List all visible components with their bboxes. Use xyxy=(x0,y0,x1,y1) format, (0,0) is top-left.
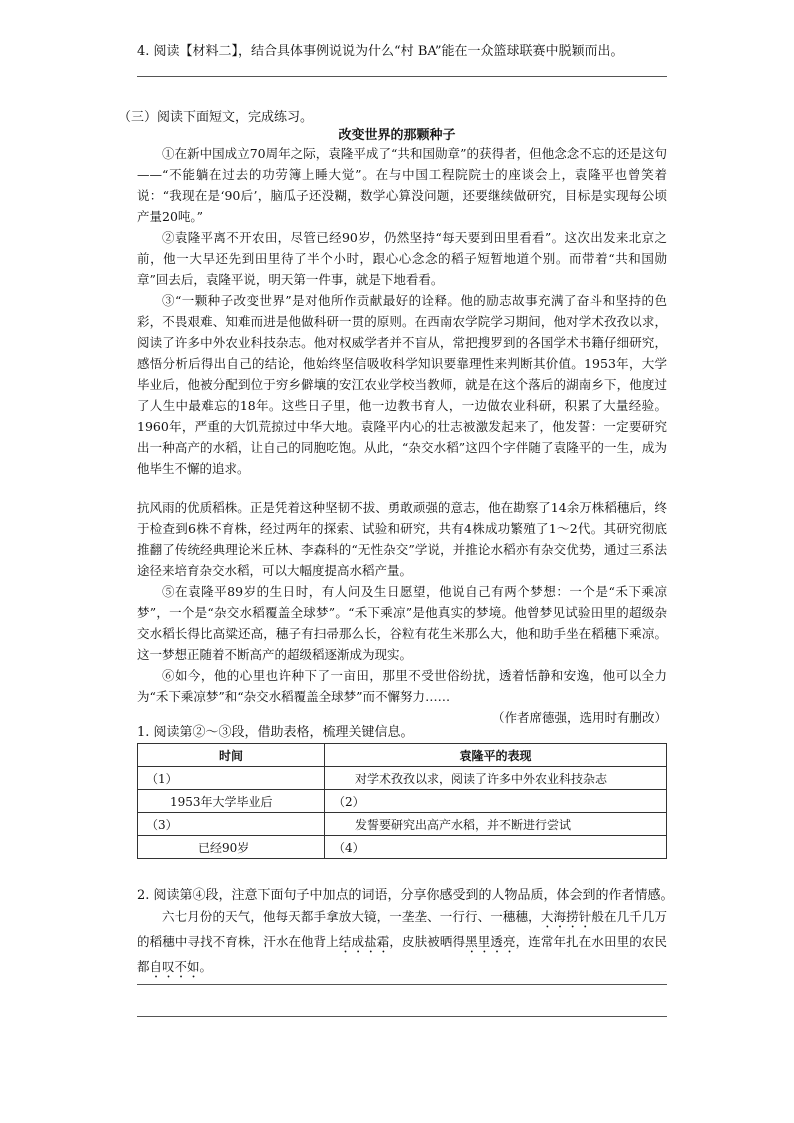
table-cell: 1953年大学毕业后 xyxy=(138,790,325,813)
paragraph-2: ②袁隆平离不开农田，尽管已经90岁，仍然坚持“每天要到田里看看”。这次出发来北京之前，他一大早还先到田里待了半个小时，跟心心念念的稻子短暂地道个别。而带着“共和国勋章”回去后，袁隆平说，明天第一件事，就是下地看看。 xyxy=(137,230,667,287)
paragraph-1: ①在新中国成立70周年之际，袁隆平成了“共和国勋章”的获得者，但他念念不忘的还是这句——“不能躺在过去的功劳簿上睡大觉”。在与中国工程院院士的座谈会上，袁隆平也曾笑着说：“我现在是‘90后’，脑瓜子还没糊，数学心算没问题，还要继续做研究，目标是实现每公顷产量20吨。” xyxy=(137,146,667,224)
answer-line-q2-2 xyxy=(137,1016,667,1017)
table-header-time: 时间 xyxy=(138,744,325,767)
info-table xyxy=(137,743,667,859)
question-1-prompt: 1. 阅读第②～③段，借助表格，梳理关键信息。 xyxy=(137,725,414,740)
paragraph-5: ⑤在袁隆平89岁的生日时，有人问及生日愿望，他说自己有两个梦想：一个是“禾下乘凉梦”，一个是“杂交水稻覆盖全球梦”。“禾下乘凉”是他真实的梦境。他曾梦见试验田里的超级杂交水稻长得比高粱还高，穗子有扫帚那么长，谷粒有花生米那么大，他和助手坐在稻穗下乘凉。这一梦想正随着不断高产的超级稻逐渐成为现实。 xyxy=(137,584,667,662)
dotted-word: 自叹不如 xyxy=(149,959,200,974)
quote-part: ，连常年扎在水田里的农民都 xyxy=(137,934,667,974)
question-2-quote xyxy=(137,906,667,981)
table-header-performance: 袁隆平的表现 xyxy=(325,744,667,767)
article-title: 改变世界的那颗种子 xyxy=(338,128,456,143)
quote-text xyxy=(137,906,667,981)
article-body-top xyxy=(137,143,667,479)
table-row xyxy=(138,836,667,859)
table-row xyxy=(138,790,667,813)
table-cell: （1） xyxy=(138,767,325,790)
dotted-word: 大海捞针 xyxy=(540,909,592,924)
answer-line-q4 xyxy=(137,76,667,77)
table-cell: 对学术孜孜以求，阅读了许多中外农业科技杂志 xyxy=(325,767,667,790)
dotted-word: 黑里透亮 xyxy=(465,934,516,949)
table-cell: 已经90岁 xyxy=(138,836,325,859)
article-body-bottom xyxy=(137,497,667,728)
section-heading: （三）阅读下面短文，完成练习。 xyxy=(118,110,314,125)
paragraph-4-continued: 抗风雨的优质稻株。正是凭着这种坚韧不拔、勇敢顽强的意志，他在勘察了14余万株稻穗后，终于检查到6株不育株，经过两年的探索、试验和研究，共有4株成功繁殖了1～2代。其研究彻底推翻了传统经典理论米丘林、李森科的“无性杂交”学说，并推论水稻亦有杂交优势，通过三系法途径来培育杂交水稻，可以大幅度提高水稻产量。 xyxy=(137,500,667,578)
source-note: （作者席德强，选用时有删改） xyxy=(491,710,667,725)
question-2-prompt: 2. 阅读第④段，注意下面句子中加点的词语，分享你感受到的人物品质，体会到的作者情感。 xyxy=(137,888,674,903)
dotted-word: 结成盐霜 xyxy=(338,934,390,949)
table-cell: （2） xyxy=(325,790,667,813)
table-cell: 发誓要研究出高产水稻，并不断进行尝试 xyxy=(325,813,667,836)
paragraph-3: ③“一颗种子改变世界”是对他所作贡献最好的诠释。他的励志故事充满了奋斗和坚持的色彩，不畏艰难、知难而进是他做科研一贯的原则。在西南农学院学习期间，他对学术孜孜以求，阅读了许多中外农业科技杂志。他对权威学者并不盲从，常把搜罗到的各国学术书籍仔细研究，感悟分析后得出自己的结论，他始终坚信吸收科学知识要靠理性来判断其价值。1953年，大学毕业后，他被分配到位于穷乡僻壤的安江农业学校当教师，就是在这个落后的湖南乡下，他度过了人生中最难忘的18年。这些日子里，他一边教书育人，一边做农业科研，积累了大量经验。1960年，严重的大饥荒掠过中华大地。袁隆平内心的壮志被激发起来了，他发誓：一定要研究出一种高产的水稻，让自己的同胞吃饱。从此，“杂交水稻”这四个字伴随了袁隆平的一生，成为他毕生不懈的追求。 xyxy=(137,293,667,476)
quote-part: 六七月份的天气，他每天都手拿放大镜，一垄垄、一行行、一穗穗， xyxy=(162,909,541,924)
quote-part: ，皮肤被晒得 xyxy=(389,934,466,949)
question-4: 4. 阅读【材料二】，结合具体事例说说为什么“村 BA”能在一众篮球联赛中脱颖而出。 xyxy=(137,44,624,59)
table-header-row xyxy=(138,744,667,767)
quote-part: 。 xyxy=(199,959,213,974)
table-cell: （3） xyxy=(138,813,325,836)
table-row xyxy=(138,813,667,836)
answer-line-q2-1 xyxy=(137,984,667,985)
quote-part: 般在几千几万的稻穗中寻找不育株，汗水在他背上 xyxy=(137,909,667,949)
paragraph-6: ⑥如今，他的心里也许种下了一亩田，那里不受世俗纷扰，透着恬静和安逸，他可以全力为“禾下乘凉梦”和“杂交水稻覆盖全球梦”而不懈努力…… xyxy=(137,668,667,704)
table-row xyxy=(138,767,667,790)
table-cell: （4） xyxy=(325,836,667,859)
